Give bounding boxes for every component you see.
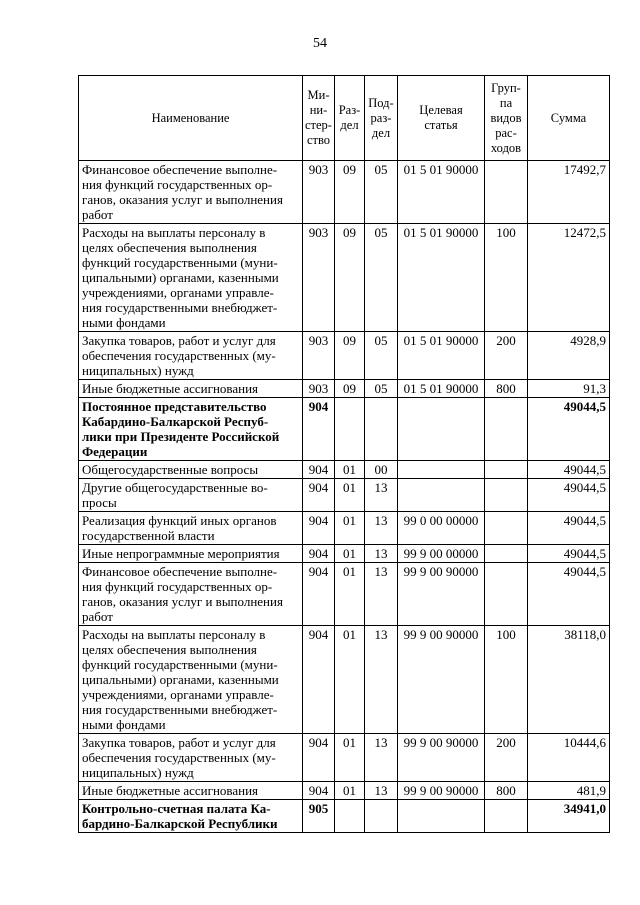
cell-ministry: 903 (303, 161, 335, 224)
table-row (79, 782, 610, 800)
header-section: Раз- дел (335, 76, 365, 161)
header-ministry: Ми- ни- стер- ство (303, 76, 335, 161)
cell-section: 01 (335, 461, 365, 479)
cell-section: 01 (335, 782, 365, 800)
cell-section (335, 398, 365, 461)
cell-sum: 49044,5 (528, 512, 610, 545)
cell-subsection: 05 (365, 224, 398, 332)
cell-name: Иные бюджетные ассигнования (79, 782, 303, 800)
cell-ministry: 903 (303, 332, 335, 380)
cell-group: 100 (485, 224, 528, 332)
cell-ministry: 905 (303, 800, 335, 833)
cell-subsection (365, 800, 398, 833)
table-body (79, 161, 610, 833)
cell-group: 800 (485, 782, 528, 800)
cell-name: Иные непрограммные мероприятия (79, 545, 303, 563)
header-name: Наименование (79, 76, 303, 161)
header-group: Груп- па видов рас- ходов (485, 76, 528, 161)
cell-sum: 91,3 (528, 380, 610, 398)
cell-ministry: 904 (303, 512, 335, 545)
cell-subsection: 05 (365, 161, 398, 224)
cell-target: 99 9 00 00000 (398, 545, 485, 563)
cell-subsection: 13 (365, 626, 398, 734)
cell-section: 01 (335, 734, 365, 782)
header-subsection: Под- раз- дел (365, 76, 398, 161)
cell-name: Расходы на выплаты персоналу в целях обеспечения выполнения функций государственными (муни- ципальными) органами, казенными учреждениями, органами управле- ния государственными внебюджет- ными фондами (79, 626, 303, 734)
table-row (79, 800, 610, 833)
cell-ministry: 903 (303, 224, 335, 332)
cell-target: 99 9 00 90000 (398, 782, 485, 800)
cell-target: 01 5 01 90000 (398, 380, 485, 398)
cell-section: 09 (335, 380, 365, 398)
cell-group (485, 398, 528, 461)
cell-subsection: 13 (365, 782, 398, 800)
cell-subsection: 13 (365, 734, 398, 782)
cell-target: 99 9 00 90000 (398, 734, 485, 782)
table-row (79, 380, 610, 398)
cell-group: 100 (485, 626, 528, 734)
table-row (79, 545, 610, 563)
cell-ministry: 904 (303, 479, 335, 512)
cell-ministry: 904 (303, 545, 335, 563)
cell-sum: 38118,0 (528, 626, 610, 734)
cell-sum: 4928,9 (528, 332, 610, 380)
table-row (79, 161, 610, 224)
cell-section: 09 (335, 224, 365, 332)
cell-name: Другие общегосударственные во- просы (79, 479, 303, 512)
table-row (79, 734, 610, 782)
cell-target (398, 479, 485, 512)
table-row (79, 332, 610, 380)
cell-name: Закупка товаров, работ и услуг для обеспечения государственных (му- ниципальных) нужд (79, 332, 303, 380)
table-row (79, 626, 610, 734)
table-row (79, 563, 610, 626)
cell-group: 200 (485, 734, 528, 782)
cell-sum: 17492,7 (528, 161, 610, 224)
cell-sum: 49044,5 (528, 461, 610, 479)
cell-section: 01 (335, 512, 365, 545)
cell-sum: 12472,5 (528, 224, 610, 332)
header-target: Целевая статья (398, 76, 485, 161)
cell-group (485, 161, 528, 224)
cell-target: 01 5 01 90000 (398, 224, 485, 332)
cell-group (485, 461, 528, 479)
cell-section: 01 (335, 563, 365, 626)
cell-group (485, 800, 528, 833)
cell-group: 800 (485, 380, 528, 398)
cell-target (398, 800, 485, 833)
cell-subsection: 00 (365, 461, 398, 479)
cell-target: 01 5 01 90000 (398, 161, 485, 224)
cell-subsection: 13 (365, 563, 398, 626)
cell-name: Расходы на выплаты персоналу в целях обеспечения выполнения функций государственными (муни- ципальными) органами, казенными учреждениями, органами управле- ния государственными внебюджет- ными фондами (79, 224, 303, 332)
cell-ministry: 904 (303, 563, 335, 626)
cell-target: 99 9 00 90000 (398, 626, 485, 734)
cell-subsection: 05 (365, 380, 398, 398)
cell-sum: 49044,5 (528, 479, 610, 512)
cell-name: Контрольно-счетная палата Ка- бардино-Балкарской Республики (79, 800, 303, 833)
cell-target: 99 9 00 90000 (398, 563, 485, 626)
cell-group (485, 563, 528, 626)
cell-section: 01 (335, 479, 365, 512)
cell-group: 200 (485, 332, 528, 380)
table-row (79, 398, 610, 461)
cell-ministry: 904 (303, 734, 335, 782)
cell-sum: 10444,6 (528, 734, 610, 782)
cell-name: Финансовое обеспечение выполне- ния функций государственных ор- ганов, оказания услуг и выполнения работ (79, 563, 303, 626)
table-row (79, 224, 610, 332)
table-header-row (79, 76, 610, 161)
cell-target: 01 5 01 90000 (398, 332, 485, 380)
cell-ministry: 904 (303, 461, 335, 479)
cell-target (398, 398, 485, 461)
table-row (79, 461, 610, 479)
cell-sum: 481,9 (528, 782, 610, 800)
cell-target (398, 461, 485, 479)
cell-sum: 49044,5 (528, 398, 610, 461)
cell-name: Закупка товаров, работ и услуг для обеспечения государственных (му- ниципальных) нужд (79, 734, 303, 782)
cell-name: Постоянное представительство Кабардино-Балкарской Респуб- лики при Президенте Российской Федерации (79, 398, 303, 461)
cell-subsection: 05 (365, 332, 398, 380)
cell-section: 01 (335, 545, 365, 563)
cell-section: 09 (335, 161, 365, 224)
cell-section (335, 800, 365, 833)
table-row (79, 479, 610, 512)
cell-ministry: 903 (303, 380, 335, 398)
cell-target: 99 0 00 00000 (398, 512, 485, 545)
header-sum: Сумма (528, 76, 610, 161)
page-number: 54 (313, 36, 327, 51)
cell-subsection: 13 (365, 479, 398, 512)
cell-name: Иные бюджетные ассигнования (79, 380, 303, 398)
cell-name: Финансовое обеспечение выполне- ния функций государственных ор- ганов, оказания услуг и выполнения работ (79, 161, 303, 224)
cell-subsection (365, 398, 398, 461)
cell-subsection: 13 (365, 545, 398, 563)
cell-sum: 34941,0 (528, 800, 610, 833)
cell-subsection: 13 (365, 512, 398, 545)
cell-ministry: 904 (303, 626, 335, 734)
cell-ministry: 904 (303, 398, 335, 461)
cell-ministry: 904 (303, 782, 335, 800)
cell-name: Реализация функций иных органов государственной власти (79, 512, 303, 545)
cell-section: 09 (335, 332, 365, 380)
cell-section: 01 (335, 626, 365, 734)
cell-sum: 49044,5 (528, 545, 610, 563)
cell-name: Общегосударственные вопросы (79, 461, 303, 479)
cell-group (485, 479, 528, 512)
table-row (79, 512, 610, 545)
budget-table (78, 75, 610, 833)
cell-group (485, 512, 528, 545)
cell-group (485, 545, 528, 563)
cell-sum: 49044,5 (528, 563, 610, 626)
